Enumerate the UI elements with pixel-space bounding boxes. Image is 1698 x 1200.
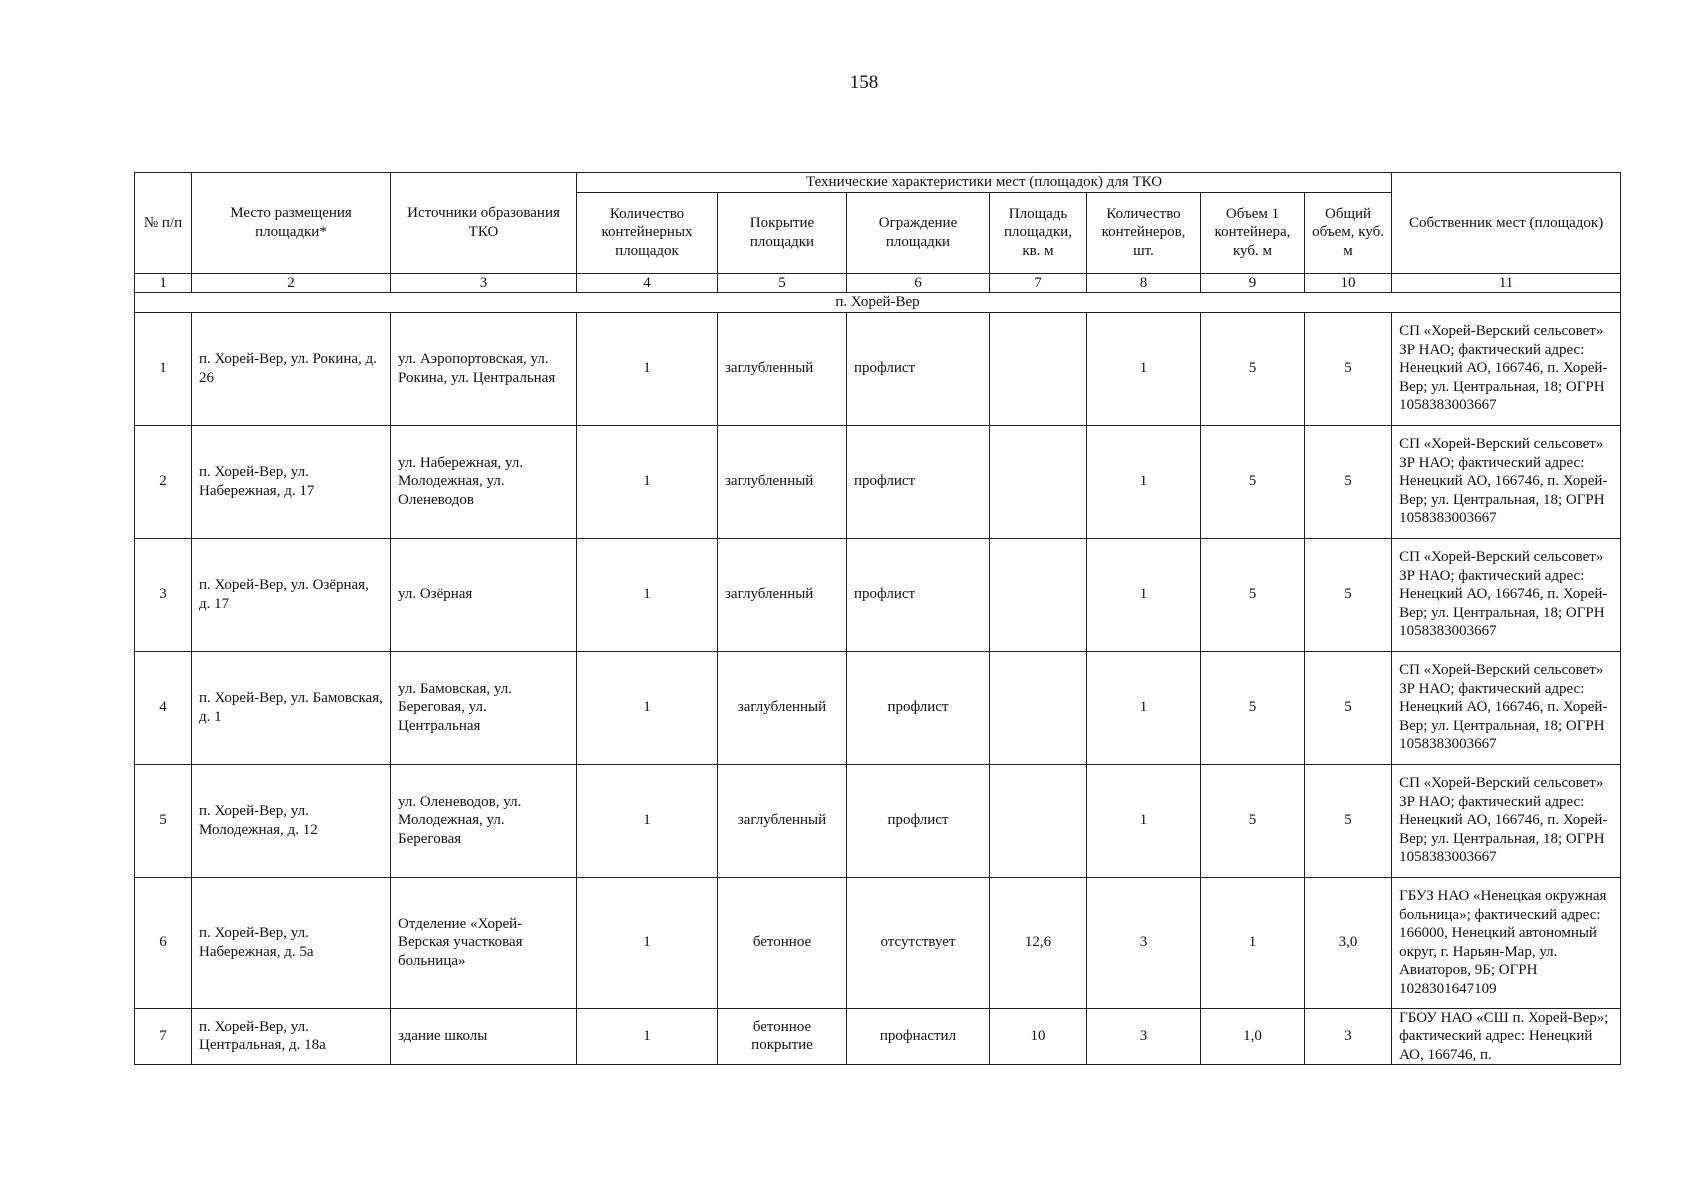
cell-volume-one: 5 <box>1201 764 1305 877</box>
column-number: 7 <box>990 273 1087 293</box>
cell-location: п. Хорей-Вер, ул. Набережная, д. 5а <box>192 877 391 1008</box>
cell-volume-total: 3 <box>1305 1008 1392 1065</box>
cell-owner: СП «Хорей-Верский сельсовет» ЗР НАО; фактический адрес: Ненецкий АО, 166746, п. Хорей-Вер; ул. Центральная, 18; ОГРН 1058383003667 <box>1392 764 1621 877</box>
cell-containers: 1 <box>1087 312 1201 425</box>
cell-volume-one: 5 <box>1201 651 1305 764</box>
cell-fence: профнастил <box>847 1008 990 1065</box>
cell-sources: здание школы <box>391 1008 577 1065</box>
cell-platforms: 1 <box>577 425 718 538</box>
cell-fence: отсутствует <box>847 877 990 1008</box>
cell-location: п. Хорей-Вер, ул. Молодежная, д. 12 <box>192 764 391 877</box>
cell-containers: 1 <box>1087 651 1201 764</box>
cell-number: 3 <box>135 538 192 651</box>
header-location: Место размещения площадки* <box>192 173 391 274</box>
column-number: 4 <box>577 273 718 293</box>
header-number: № п/п <box>135 173 192 274</box>
cell-volume-total: 5 <box>1305 651 1392 764</box>
column-number: 9 <box>1201 273 1305 293</box>
header-platforms: Количество контейнерных площадок <box>577 192 718 273</box>
cell-sources: ул. Набережная, ул. Молодежная, ул. Оленеводов <box>391 425 577 538</box>
cell-containers: 1 <box>1087 764 1201 877</box>
cell-fence: профлист <box>847 538 990 651</box>
cell-sources: ул. Аэропортовская, ул. Рокина, ул. Центральная <box>391 312 577 425</box>
cell-platforms: 1 <box>577 877 718 1008</box>
cell-volume-total: 5 <box>1305 764 1392 877</box>
header-containers: Количество контейнеров, шт. <box>1087 192 1201 273</box>
cell-sources: ул. Озёрная <box>391 538 577 651</box>
table-row <box>135 538 1621 651</box>
cell-containers: 3 <box>1087 1008 1201 1065</box>
cell-location: п. Хорей-Вер, ул. Центральная, д. 18а <box>192 1008 391 1065</box>
cell-volume-one: 1 <box>1201 877 1305 1008</box>
cell-area: 10 <box>990 1008 1087 1065</box>
cell-volume-one: 5 <box>1201 425 1305 538</box>
cell-owner: СП «Хорей-Верский сельсовет» ЗР НАО; фактический адрес: Ненецкий АО, 166746, п. Хорей-Вер; ул. Центральная, 18; ОГРН 1058383003667 <box>1392 312 1621 425</box>
cell-owner: ГБУЗ НАО «Ненецкая окружная больница»; фактический адрес: 166000, Ненецкий автономный округ, г. Нарьян-Мар, ул. Авиаторов, 9Б; ОГРН 1028301647109 <box>1392 877 1621 1008</box>
cell-cover: заглубленный <box>718 425 847 538</box>
cell-containers: 1 <box>1087 425 1201 538</box>
column-number: 1 <box>135 273 192 293</box>
column-number: 6 <box>847 273 990 293</box>
cell-fence: профлист <box>847 764 990 877</box>
cell-number: 1 <box>135 312 192 425</box>
column-number: 11 <box>1392 273 1621 293</box>
table-row <box>135 651 1621 764</box>
cell-location: п. Хорей-Вер, ул. Бамовская, д. 1 <box>192 651 391 764</box>
cell-fence: профлист <box>847 312 990 425</box>
cell-volume-one: 5 <box>1201 538 1305 651</box>
column-number: 2 <box>192 273 391 293</box>
cell-area <box>990 651 1087 764</box>
cell-platforms: 1 <box>577 538 718 651</box>
cell-location: п. Хорей-Вер, ул. Рокина, д. 26 <box>192 312 391 425</box>
table-row <box>135 877 1621 1008</box>
cell-volume-one: 1,0 <box>1201 1008 1305 1065</box>
table-row <box>135 764 1621 877</box>
column-number: 10 <box>1305 273 1392 293</box>
cell-sources: Отделение «Хорей-Верская участковая больница» <box>391 877 577 1008</box>
cell-volume-one: 5 <box>1201 312 1305 425</box>
cell-cover: бетонное покрытие <box>718 1008 847 1065</box>
register-table <box>134 172 1621 1065</box>
header-sources: Источники образования ТКО <box>391 173 577 274</box>
cell-location: п. Хорей-Вер, ул. Набережная, д. 17 <box>192 425 391 538</box>
cell-owner: ГБОУ НАО «СШ п. Хорей-Вер»; фактический адрес: Ненецкий АО, 166746, п. <box>1392 1008 1621 1065</box>
cell-number: 7 <box>135 1008 192 1065</box>
column-number: 3 <box>391 273 577 293</box>
cell-platforms: 1 <box>577 764 718 877</box>
cell-volume-total: 5 <box>1305 312 1392 425</box>
cell-cover: бетонное <box>718 877 847 1008</box>
cell-volume-total: 5 <box>1305 538 1392 651</box>
cell-number: 6 <box>135 877 192 1008</box>
header-area: Площадь площадки, кв. м <box>990 192 1087 273</box>
header-cover: Покрытие площадки <box>718 192 847 273</box>
cell-containers: 1 <box>1087 538 1201 651</box>
cell-fence: профлист <box>847 425 990 538</box>
cell-volume-total: 5 <box>1305 425 1392 538</box>
page-number: 158 <box>849 72 879 93</box>
cell-sources: ул. Бамовская, ул. Береговая, ул. Центральная <box>391 651 577 764</box>
cell-area: 12,6 <box>990 877 1087 1008</box>
cell-owner: СП «Хорей-Верский сельсовет» ЗР НАО; фактический адрес: Ненецкий АО, 166746, п. Хорей-Вер; ул. Центральная, 18; ОГРН 1058383003667 <box>1392 425 1621 538</box>
cell-area <box>990 312 1087 425</box>
cell-area <box>990 764 1087 877</box>
cell-fence: профлист <box>847 651 990 764</box>
column-number-row <box>135 273 1621 293</box>
cell-cover: заглубленный <box>718 764 847 877</box>
cell-number: 4 <box>135 651 192 764</box>
column-number: 8 <box>1087 273 1201 293</box>
cell-owner: СП «Хорей-Верский сельсовет» ЗР НАО; фактический адрес: Ненецкий АО, 166746, п. Хорей-Вер; ул. Центральная, 18; ОГРН 1058383003667 <box>1392 538 1621 651</box>
column-number: 5 <box>718 273 847 293</box>
cell-containers: 3 <box>1087 877 1201 1008</box>
section-row <box>135 293 1621 313</box>
cell-cover: заглубленный <box>718 312 847 425</box>
cell-number: 2 <box>135 425 192 538</box>
table-row <box>135 425 1621 538</box>
cell-area <box>990 425 1087 538</box>
header-volume-total: Общий объем, куб. м <box>1305 192 1392 273</box>
cell-sources: ул. Оленеводов, ул. Молодежная, ул. Береговая <box>391 764 577 877</box>
cell-platforms: 1 <box>577 1008 718 1065</box>
table-row <box>135 1008 1621 1065</box>
cell-platforms: 1 <box>577 312 718 425</box>
cell-platforms: 1 <box>577 651 718 764</box>
cell-cover: заглубленный <box>718 538 847 651</box>
cell-location: п. Хорей-Вер, ул. Озёрная, д. 17 <box>192 538 391 651</box>
header-owner: Собственник мест (площадок) <box>1392 173 1621 274</box>
cell-area <box>990 538 1087 651</box>
header-fence: Ограждение площадки <box>847 192 990 273</box>
section-title: п. Хорей-Вер <box>135 293 1621 313</box>
table-row <box>135 312 1621 425</box>
cell-number: 5 <box>135 764 192 877</box>
cell-volume-total: 3,0 <box>1305 877 1392 1008</box>
header-volume-one: Объем 1 контейнера, куб. м <box>1201 192 1305 273</box>
cell-owner: СП «Хорей-Верский сельсовет» ЗР НАО; фактический адрес: Ненецкий АО, 166746, п. Хорей-Вер; ул. Центральная, 18; ОГРН 1058383003667 <box>1392 651 1621 764</box>
header-group-tech: Технические характеристики мест (площадок) для ТКО <box>577 173 1392 193</box>
cell-cover: заглубленный <box>718 651 847 764</box>
